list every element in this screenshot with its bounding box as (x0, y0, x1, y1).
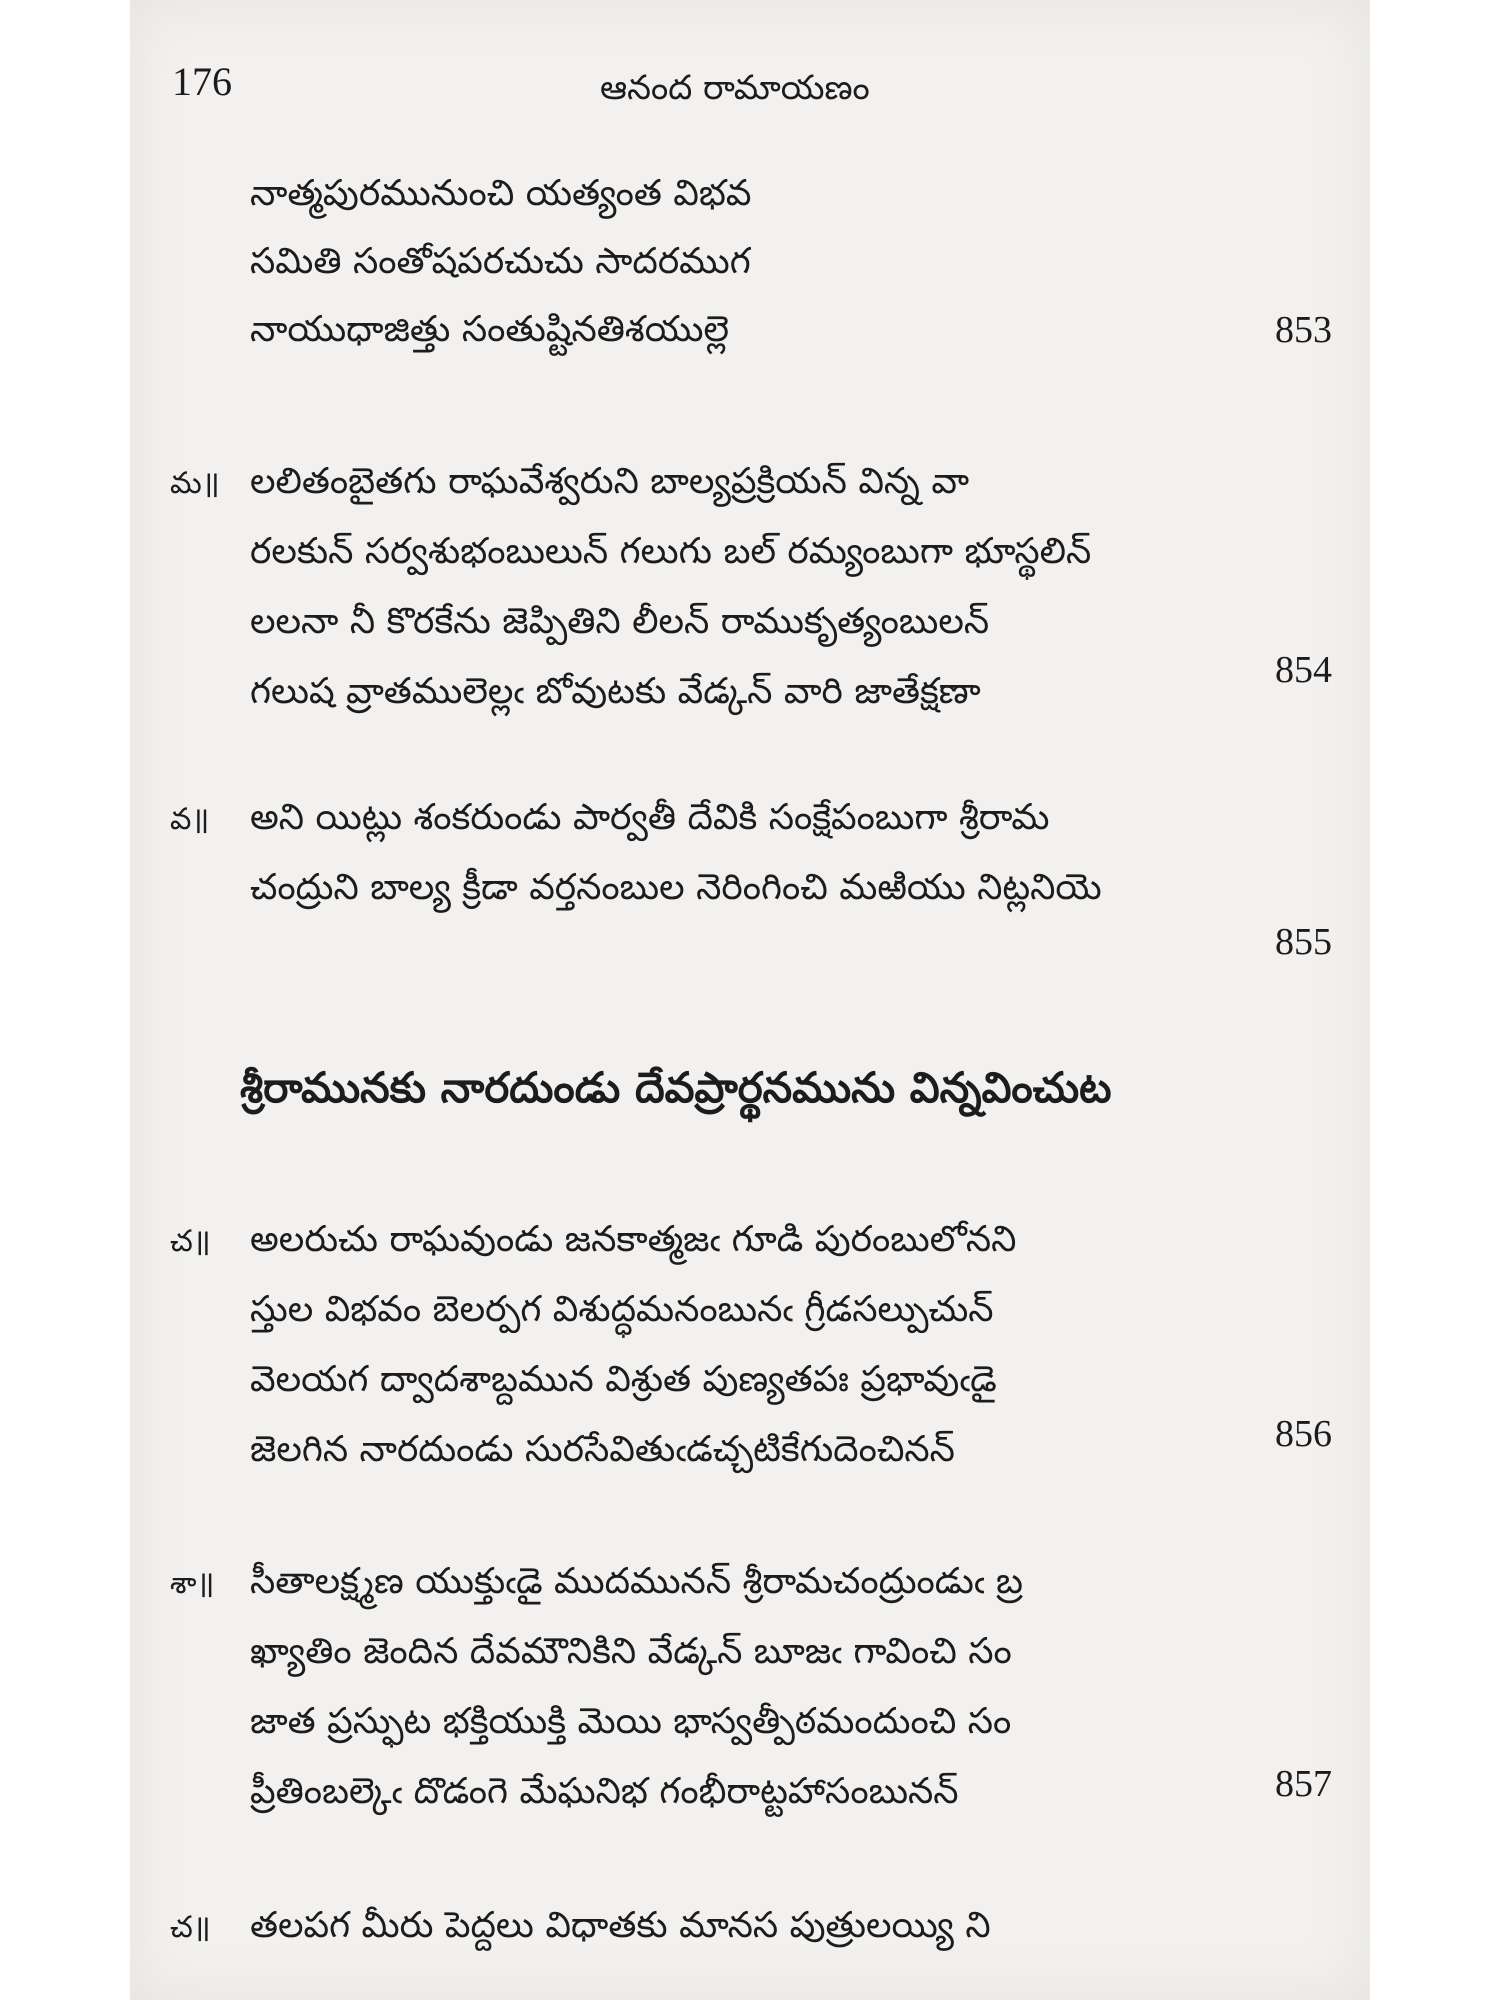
verse-line: రలకున్ సర్వశుభంబులున్ గలుగు బల్ రమ్యంబుగా భూస్థలిన్ (250, 531, 1092, 572)
verse-number: 853 (1275, 309, 1332, 351)
verse-line: గలుష వ్రాతములెల్లఁ బోవుటకు వేడ్కన్ వారి జాతేక్షణా (250, 671, 981, 712)
verse-line: అని యిట్లు శంకరుండు పార్వతీ దేవికి సంక్షేపంబుగా శ్రీరామ (250, 797, 1050, 838)
meter-label: చ॥ (170, 1910, 211, 1945)
verse-line: చంద్రుని బాల్య క్రీడా వర్తనంబుల నెరింగించి మఱియు నిట్లనియె (250, 867, 1102, 908)
verse-line: సీతాలక్ష్మణ యుక్తుఁడై ముదమునన్ శ్రీరామచంద్రుండుఁ బ్ర (250, 1561, 1024, 1602)
meter-label: వ॥ (170, 802, 210, 837)
verse-line: అలరుచు రాఘవుండు జనకాత్మజఁ గూడి పురంబులోనని (250, 1219, 1017, 1260)
page-number: 176 (172, 59, 232, 104)
verse-number: 857 (1275, 1763, 1332, 1805)
running-title: ఆనంద రామాయణం (600, 68, 870, 108)
verse-line: నాత్మపురమునుంచి యత్యంత విభవ (250, 173, 752, 214)
book-page (130, 0, 1370, 2000)
meter-label: చ॥ (170, 1224, 211, 1259)
verse-line: ఖ్యాతిం జెందిన దేవమౌనికిని వేడ్కన్ బూజఁ గావించి సం (250, 1631, 1012, 1672)
verse-line: జెలగిన నారదుండు సురసేవితుఁడచ్చటికేగుదెంచినన్ (250, 1429, 955, 1470)
verse-line: తలపగ మీరు పెద్దలు విధాతకు మానస పుత్రులయ్యి ని (250, 1905, 991, 1946)
verse-line: సమితి సంతోషపరచుచు సాదరముగ (250, 241, 751, 282)
section-heading: శ్రీరామునకు నారదుండు దేవప్రార్థనమును విన్నవించుట (240, 1063, 1112, 1112)
verse-line: ప్రీతింబల్కెఁ దొడంగె మేఘనిభ గంభీరాట్టహాసంబునన్ (250, 1771, 959, 1812)
verse-line: వెలయగ ద్వాదశాబ్దమున విశ్రుత పుణ్యతపః ప్రభావుఁడై (250, 1359, 997, 1400)
verse-number: 855 (1275, 921, 1332, 963)
verse-line: లలితంబైతగు రాఘవేశ్వరుని బాల్యప్రక్రియన్ విన్న వా (250, 461, 970, 502)
verse-line: నాయుధాజిత్తు సంతుష్టినతిశయుల్లె (250, 309, 729, 350)
meter-label: శా॥ (170, 1566, 215, 1601)
verse-line: లలనా నీ కొరకేను జెప్పితిని లీలన్ రాముకృత్యంబులన్ (250, 601, 990, 642)
verse-number: 856 (1275, 1413, 1332, 1455)
meter-label: మ॥ (170, 466, 220, 501)
verse-line: జాత ప్రస్ఫుట భక్తియుక్తి మెయి భాస్వత్పీఠమందుంచి సం (250, 1701, 1012, 1742)
verse-number: 854 (1275, 649, 1332, 691)
verse-line: స్తుల విభవం బెలర్పగ విశుద్ధమనంబునఁ గ్రీడసల్పుచున్ (250, 1289, 994, 1330)
